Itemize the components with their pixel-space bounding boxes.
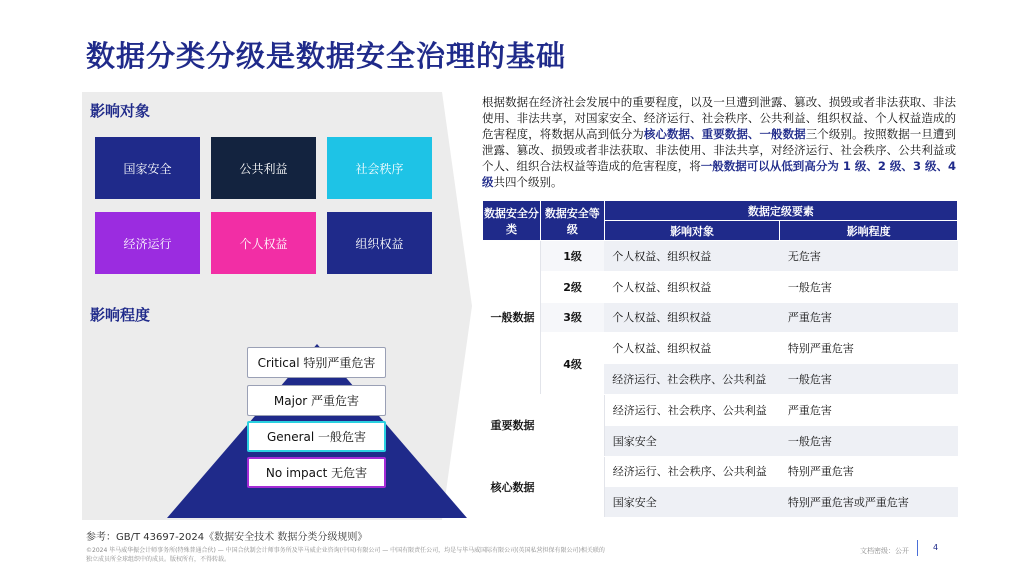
classification-description: [482, 94, 956, 190]
level-general: General 一般危害: [247, 421, 386, 452]
target-cell: 经济运行、社会秩序、公共利益: [604, 364, 780, 395]
degree-cell: 特别严重危害: [780, 456, 958, 487]
target-cell: 个人权益、组织权益: [604, 271, 780, 302]
level-cell: 3级: [540, 302, 604, 333]
table-row: [483, 271, 958, 302]
tile-label: 国家安全: [123, 161, 172, 176]
level-critical: Critical 特别严重危害: [247, 347, 386, 378]
target-cell: 国家安全: [604, 487, 780, 518]
degree-cell: 一般危害: [780, 364, 958, 395]
footer-divider: [917, 540, 918, 556]
col-header-degree: 影响程度: [780, 221, 958, 241]
table-row: [483, 456, 958, 487]
category-important: [483, 394, 605, 456]
target-cell: 经济运行、社会秩序、公共利益: [604, 394, 780, 425]
targets-heading: 影响对象: [90, 102, 151, 120]
col-header-level: 数据安全等级: [540, 201, 604, 241]
degree-cell: 一般危害: [780, 271, 958, 302]
level-no-impact: No impact 无危害: [247, 457, 386, 488]
page-number: 4: [933, 543, 939, 552]
desc-text: 共四个级别。: [493, 175, 563, 189]
tile-label: 公共利益: [239, 161, 288, 176]
category-label: 重要数据: [490, 419, 535, 433]
level-major: Major 严重危害: [247, 385, 386, 416]
target-cell: 经济运行、社会秩序、公共利益: [604, 456, 780, 487]
desc-highlight: 核心数据、重要数据、一般数据: [643, 127, 806, 141]
legal-footer: ©2024 毕马威华振会计师事务所(特殊普通合伙) — 中国合伙制会计师事务所及毕马威企业咨询(中国)有限公司 — 中国有限责任公司，均是与毕马威国际有限公司(英国私营担保有限公司)相关联的独立成员所全球组织中的成员。版权所有，不得转载。: [86, 547, 605, 563]
tile-economic-operation: [95, 212, 200, 274]
confidentiality-label: 文档密级：公开: [860, 547, 909, 555]
tile-label: 组织权益: [355, 236, 404, 251]
table-row: [483, 241, 958, 272]
col-header-target: 影响对象: [604, 221, 780, 241]
tile-label: 经济运行: [123, 236, 172, 251]
col-header-category: 数据安全分类: [483, 201, 541, 241]
degree-cell: 特别严重危害: [780, 333, 958, 364]
degree-heading: 影响程度: [90, 306, 151, 324]
category-label: 核心数据: [490, 480, 535, 494]
level-cell: 2级: [540, 271, 604, 302]
target-cell: 个人权益、组织权益: [604, 302, 780, 333]
level-cell: 4级: [540, 333, 604, 395]
reference-note: 参考：GB/T 43697-2024《数据安全技术 数据分类分级规则》: [86, 532, 368, 543]
degree-cell: 一般危害: [780, 425, 958, 456]
degree-cell: 严重危害: [780, 394, 958, 425]
target-cell: 个人权益、组织权益: [604, 241, 780, 272]
col-header-elements: 数据定级要素: [604, 201, 957, 221]
category-core: [483, 456, 605, 518]
category-general: [483, 241, 541, 395]
tile-label: 个人权益: [239, 236, 288, 251]
tile-public-interest: [211, 137, 316, 199]
desc-text: 三个级别。按照数据一旦遭到泄露、篡改、损毁或者非法获取、非法使用、非法共享，对经济运行、社会秩序、公共利益或个人、组织合法权益等造成的危害程度，将: [482, 127, 956, 173]
level-cell: 1级: [540, 241, 604, 272]
degree-cell: 严重危害: [780, 302, 958, 333]
tile-personal-rights: [211, 212, 316, 274]
degree-cell: 特别严重危害或严重危害: [780, 487, 958, 518]
table-row: [483, 302, 958, 333]
page-title: 数据分类分级是数据安全治理的基础: [86, 39, 567, 73]
desc-text: 根据数据在经济社会发展中的重要程度，以及一旦遭到泄露、篡改、损毁或者非法获取、非法使用、非法共享，对国家安全、经济运行、社会秩序、公共利益、组织权益、个人权益造成的危害程度，将数据从高到低分为: [482, 95, 956, 141]
table-row: [483, 394, 958, 425]
category-label: 一般数据: [490, 311, 535, 325]
degree-cell: 无危害: [780, 241, 958, 272]
tile-label: 社会秩序: [355, 161, 404, 176]
table-row: [483, 333, 958, 364]
target-cell: 个人权益、组织权益: [604, 333, 780, 364]
tile-organization-rights: [327, 212, 432, 274]
tile-social-order: [327, 137, 432, 199]
grading-table: [482, 200, 958, 518]
target-cell: 国家安全: [604, 425, 780, 456]
desc-highlight: 一般数据可以从低到高分为 1 级、2 级、3 级、4 级: [482, 159, 956, 189]
tile-national-security: [95, 137, 200, 199]
